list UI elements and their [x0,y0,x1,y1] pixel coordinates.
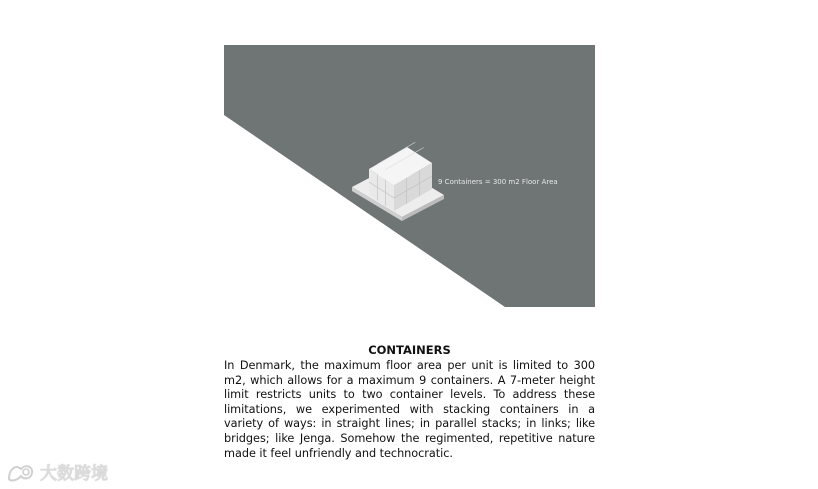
section-heading: CONTAINERS [368,343,451,357]
watermark-text: 大数跨境 [40,464,108,484]
section-body: In Denmark, the maximum floor area per unit is limited to 300 m2, which allows for a maximum 9 containers. A 7-meter height limit restricts units to two container levels. To address these limitations, we experimented with stacking containers in a variety of ways: in straight lines; in parallel stacks; in links; like bridges; like Jenga. Somehow the regimented, repetitive nature made it feel unfriendly and technocratic. [224,359,595,460]
diagram-label: 9 Containers = 300 m2 Floor Area [438,178,558,186]
container-diagram [224,45,595,307]
watermark [6,459,108,484]
caption-block [224,343,595,461]
watermark-logo-icon [6,461,36,483]
